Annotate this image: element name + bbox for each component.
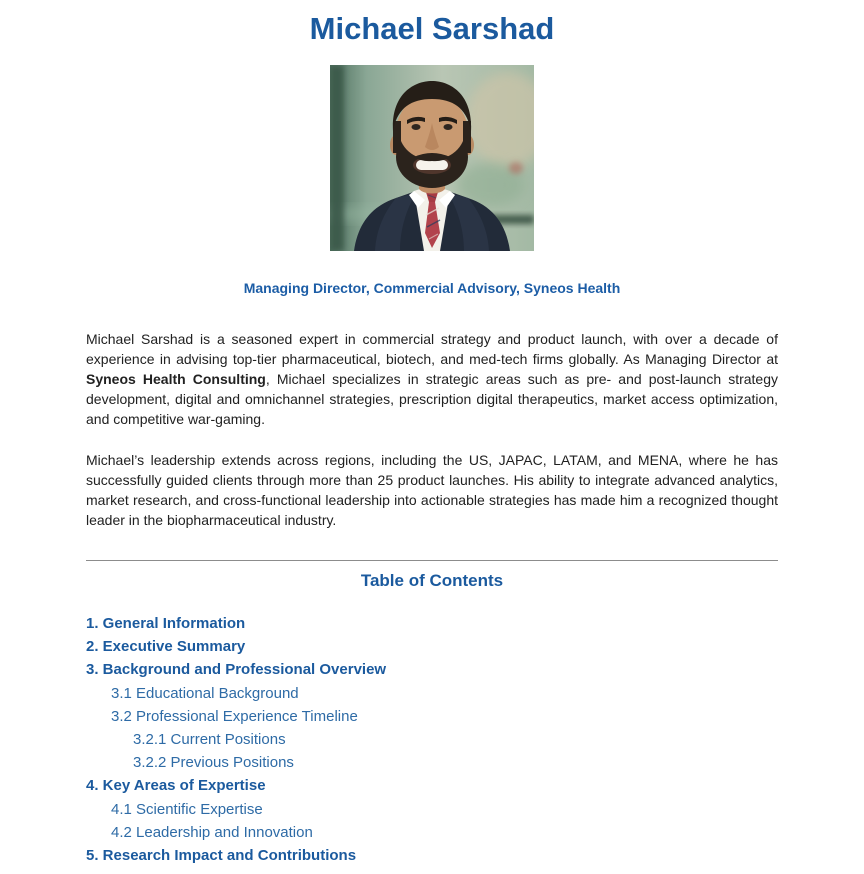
toc-item-background-overview[interactable]: 3. Background and Professional Overview bbox=[86, 661, 387, 679]
toc-item-educational-background[interactable]: 3.1 Educational Background bbox=[111, 684, 299, 702]
bio-paragraph-1 bbox=[86, 329, 778, 429]
job-title-subtitle: Managing Director, Commercial Advisory, Syneos Health bbox=[243, 280, 621, 296]
toc-item-general-information[interactable]: 1. General Information bbox=[86, 615, 246, 632]
toc-item-current-positions[interactable]: 3.2.1 Current Positions bbox=[133, 731, 286, 749]
toc-item-research-impact[interactable]: 5. Research Impact and Contributions bbox=[86, 847, 357, 865]
toc-item-previous-positions[interactable]: 3.2.2 Previous Positions bbox=[133, 754, 294, 772]
section-divider bbox=[86, 560, 778, 561]
toc-item-leadership-and-innovation[interactable]: 4.2 Leadership and Innovation bbox=[111, 823, 313, 841]
toc-heading: Table of Contents bbox=[360, 571, 504, 590]
toc-item-key-areas-of-expertise[interactable]: 4. Key Areas of Expertise bbox=[86, 777, 266, 795]
bio-section bbox=[86, 329, 778, 530]
document-page bbox=[86, 12, 778, 867]
bio-p1-company-bold: Syneos Health Consulting bbox=[86, 371, 266, 387]
toc-item-professional-experience-timeline[interactable]: 3.2 Professional Experience Timeline bbox=[111, 707, 358, 725]
table-of-contents bbox=[86, 612, 778, 867]
bio-p1-text-after: , Michael specializes in strategic areas such as pre- and post-launch strategy development, digital and omnichannel strategies, prescription digital therapeutics, market access optimization, and competitive war-gaming. bbox=[86, 371, 778, 427]
bio-paragraph-2: Michael’s leadership extends across regions, including the US, JAPAC, LATAM, and MENA, where he has successfully guided clients through more than 25 product launches. His ability to integrate advanced analytics, market research, and cross-functional leadership into actionable strategies has made him a recognized thought leader in the biopharmaceutical industry. bbox=[86, 452, 778, 528]
profile-photo-image bbox=[330, 65, 534, 251]
bio-p1-text-before: Michael Sarshad is a seasoned expert in commercial strategy and product launch, with over a decade of experience in advising top-tier pharmaceutical, biotech, and med-tech firms globally. As Managing Director at bbox=[86, 331, 778, 367]
toc-item-executive-summary[interactable]: 2. Executive Summary bbox=[86, 638, 246, 656]
toc-item-scientific-expertise[interactable]: 4.1 Scientific Expertise bbox=[111, 800, 263, 818]
profile-photo bbox=[330, 65, 534, 251]
page-title: Michael Sarshad bbox=[309, 11, 555, 46]
